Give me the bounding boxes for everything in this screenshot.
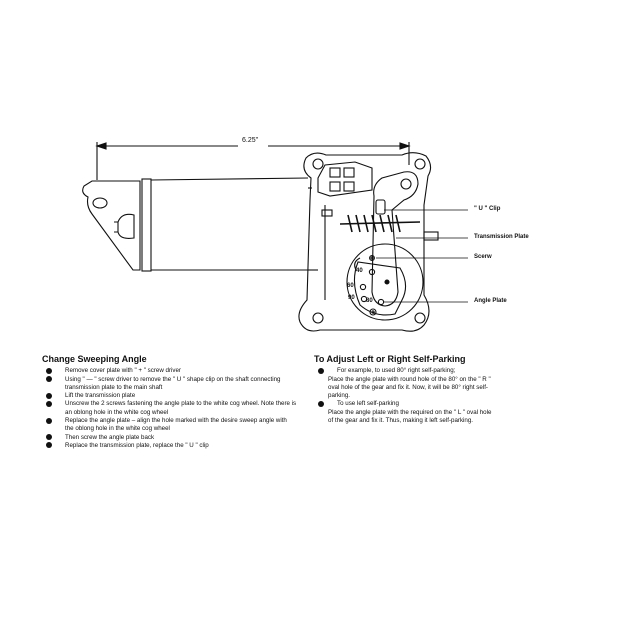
list-item: Unscrew the 2 screws fastening the angle plate to the white cog wheel. Note there is an oblong hole in the white cog wheel xyxy=(42,400,297,417)
example-detail: Place the angle plate with round hole of the 80° on the " R " oval hole of the gear and fix it. Now, it will be 80° right self-parking. xyxy=(328,375,491,400)
bullet-icon xyxy=(46,442,52,448)
angle-mark-90: 90 xyxy=(348,295,355,301)
terminal-connector xyxy=(318,162,372,196)
bullet-icon xyxy=(46,418,52,424)
list-item: Using " — " screw driver to remove the " U " shape clip on the shaft connecting transmission plate to the main shaft xyxy=(42,376,297,393)
list-item: Lift the transmission plate xyxy=(42,392,297,400)
list-item: Remove cover plate with " + " screw driver xyxy=(42,367,297,375)
list-item: To use left self-parking xyxy=(314,400,494,408)
transmission-plate xyxy=(372,172,418,306)
angle-mark-80: 80 xyxy=(366,298,373,304)
self-parking-section xyxy=(314,355,494,425)
callout-u-clip: " U " Clip xyxy=(474,206,501,212)
callout-screw: Scerw xyxy=(474,254,492,260)
change-sweeping-angle-section xyxy=(42,355,297,450)
list-item: Then screw the angle plate back xyxy=(42,434,297,442)
bullet-icon xyxy=(46,368,52,374)
list-item: For example, to used 80° right self-parking; xyxy=(314,367,494,375)
dimension-label: 6.25" xyxy=(242,137,259,144)
callout-transmission-plate: Transmission Plate xyxy=(474,234,529,240)
list-item: Replace the transmission plate, replace the " U " clip xyxy=(42,442,297,450)
mounting-hole xyxy=(93,198,107,208)
bullet-icon xyxy=(46,434,52,440)
worm-gear xyxy=(340,215,420,232)
motor-body xyxy=(114,178,308,271)
bullet-icon xyxy=(318,368,324,374)
bullet-icon xyxy=(46,376,52,382)
right-section-title: To Adjust Left or Right Self-Parking xyxy=(314,354,466,364)
left-parking-detail: Place the angle plate with the required on the " L " oval hole of the gear and fix it. Thus, making it left self-parking. xyxy=(328,408,492,425)
left-section-title: Change Sweeping Angle xyxy=(42,354,147,364)
angle-mark-60: 60 xyxy=(347,283,354,289)
bullet-icon xyxy=(46,393,52,399)
list-item: Replace the angle plate – align the hole marked with the desire sweep angle with the oblong hole in the white cog wheel xyxy=(42,417,297,434)
bullet-icon xyxy=(46,401,52,407)
callout-angle-plate: Angle Plate xyxy=(474,298,507,304)
dimension-line xyxy=(97,142,409,180)
u-clip xyxy=(376,200,385,214)
hole-60 xyxy=(360,284,365,289)
angle-mark-40: 40 xyxy=(356,268,363,274)
bullet-icon xyxy=(318,401,324,407)
hole-80 xyxy=(378,299,383,304)
mounting-bracket xyxy=(83,181,140,270)
